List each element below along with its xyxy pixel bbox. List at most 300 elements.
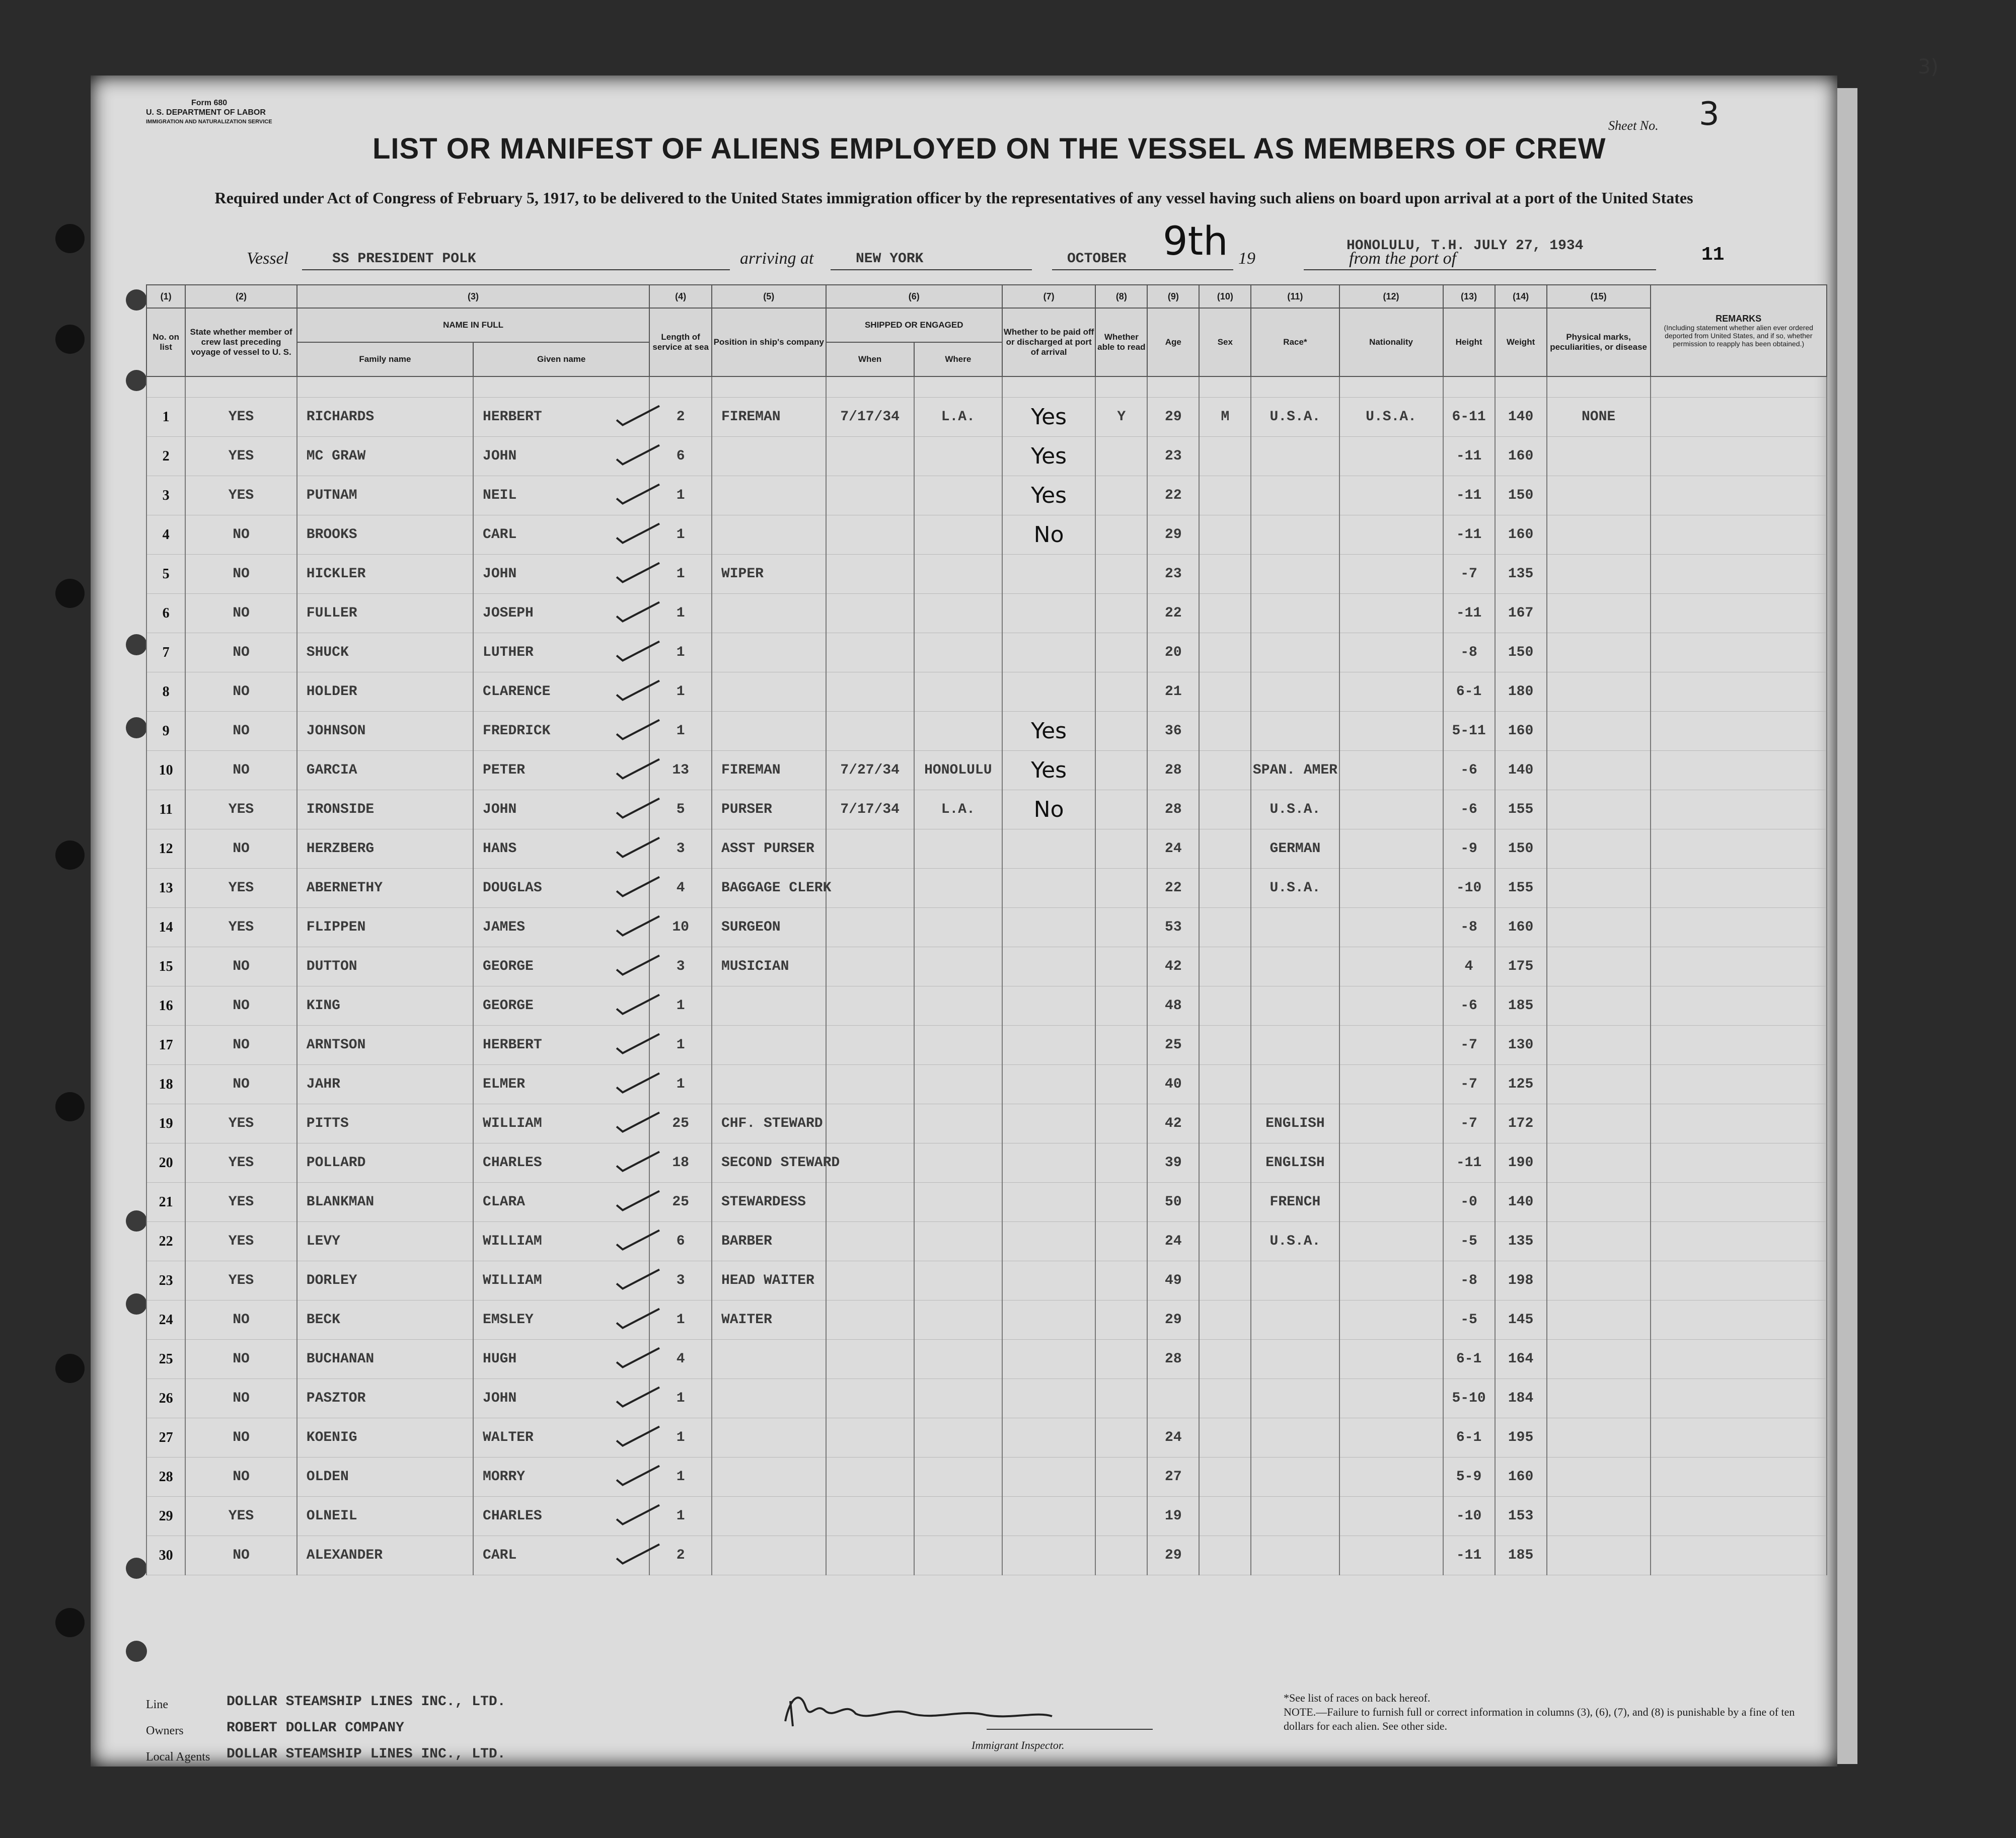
paid-off [1002, 1300, 1095, 1340]
sex [1199, 594, 1251, 633]
table-row [146, 672, 1827, 712]
weight: 160 [1495, 712, 1547, 751]
weight: 125 [1495, 1065, 1547, 1104]
nationality [1339, 947, 1443, 986]
shipped-where [914, 908, 1002, 947]
row-number: 24 [146, 1300, 185, 1340]
age: 28 [1147, 790, 1199, 829]
physical-marks [1547, 672, 1651, 712]
race [1251, 986, 1339, 1026]
weight: 140 [1495, 751, 1547, 790]
race-footnote: *See list of races on back hereof. [1284, 1692, 1431, 1704]
previous-voyage: NO [185, 1418, 297, 1458]
binder-hole [55, 1354, 85, 1383]
physical-marks [1547, 869, 1651, 908]
line-label: Line [146, 1698, 168, 1711]
remarks-cell [1651, 594, 1827, 633]
physical-marks [1547, 790, 1651, 829]
nationality: U.S.A. [1339, 398, 1443, 437]
age: 22 [1147, 476, 1199, 515]
height: -6 [1443, 986, 1495, 1026]
sex [1199, 1497, 1251, 1536]
row-number: 25 [146, 1340, 185, 1379]
family-name: KOENIG [297, 1418, 473, 1458]
shipped-when [826, 1222, 914, 1261]
able-to-read [1095, 829, 1147, 869]
nationality [1339, 1143, 1443, 1183]
remarks-cell [1651, 1300, 1827, 1340]
paid-off [1002, 1536, 1095, 1575]
shipped-where [914, 1340, 1002, 1379]
table-row [146, 1026, 1827, 1065]
able-to-read [1095, 1497, 1147, 1536]
physical-marks [1547, 1143, 1651, 1183]
position [712, 672, 826, 712]
physical-marks [1547, 1536, 1651, 1575]
binder-hole [126, 370, 147, 391]
manifest-rows [146, 376, 1827, 1575]
family-name: FLIPPEN [297, 908, 473, 947]
age [1147, 1379, 1199, 1418]
age: 25 [1147, 1026, 1199, 1065]
position [712, 1536, 826, 1575]
position [712, 1379, 826, 1418]
binder-hole [126, 1641, 147, 1662]
family-name: KING [297, 986, 473, 1026]
nationality [1339, 1261, 1443, 1300]
length-of-service: 1 [649, 712, 712, 751]
col-when: When [826, 342, 914, 376]
remarks-cell [1651, 908, 1827, 947]
shipped-where [914, 1222, 1002, 1261]
binder-hole [126, 1210, 147, 1232]
table-row [146, 1183, 1827, 1222]
row-number: 22 [146, 1222, 185, 1261]
physical-marks [1547, 986, 1651, 1026]
family-name: PITTS [297, 1104, 473, 1143]
owners-label: Owners [146, 1724, 184, 1737]
family-name: RICHARDS [297, 398, 473, 437]
row-number: 16 [146, 986, 185, 1026]
physical-marks [1547, 1340, 1651, 1379]
race [1251, 1026, 1339, 1065]
table-row [146, 790, 1827, 829]
shipped-when [826, 1104, 914, 1143]
sex [1199, 986, 1251, 1026]
paid-off [1002, 869, 1095, 908]
family-name: SHUCK [297, 633, 473, 672]
nationality [1339, 1104, 1443, 1143]
previous-voyage: NO [185, 751, 297, 790]
paid-off [1002, 1418, 1095, 1458]
col-physical-marks: Physical marks, peculiarities, or disease [1547, 308, 1651, 376]
height: -10 [1443, 1497, 1495, 1536]
shipped-where [914, 1379, 1002, 1418]
given-name: HUGH [473, 1340, 649, 1379]
table-row [146, 1300, 1827, 1340]
service: IMMIGRATION AND NATURALIZATION SERVICE [146, 119, 272, 125]
previous-voyage: NO [185, 672, 297, 712]
weight: 150 [1495, 633, 1547, 672]
age: 29 [1147, 1300, 1199, 1340]
binder-hole [55, 1092, 85, 1121]
table-row [146, 1497, 1827, 1536]
previous-voyage: YES [185, 1104, 297, 1143]
able-to-read [1095, 437, 1147, 476]
paid-off [1002, 555, 1095, 594]
table-row [146, 869, 1827, 908]
paid-off [1002, 908, 1095, 947]
given-name: MORRY [473, 1458, 649, 1497]
length-of-service: 13 [649, 751, 712, 790]
department: U. S. DEPARTMENT OF LABOR [146, 108, 266, 117]
age: 49 [1147, 1261, 1199, 1300]
row-number: 7 [146, 633, 185, 672]
sex [1199, 908, 1251, 947]
col-num-15: (15) [1547, 285, 1651, 308]
given-name: CARL [473, 1536, 649, 1575]
physical-marks [1547, 1261, 1651, 1300]
height: -11 [1443, 476, 1495, 515]
previous-voyage: NO [185, 829, 297, 869]
table-row [146, 398, 1827, 437]
sex [1199, 1340, 1251, 1379]
shipped-when [826, 869, 914, 908]
able-to-read [1095, 869, 1147, 908]
sheet-label: Sheet No. [1608, 118, 1659, 133]
nationality [1339, 829, 1443, 869]
binder-hole [55, 840, 85, 870]
vessel-line [146, 219, 1772, 274]
row-number: 6 [146, 594, 185, 633]
able-to-read [1095, 555, 1147, 594]
remarks-cell [1651, 515, 1827, 555]
weight: 164 [1495, 1340, 1547, 1379]
height: 5-10 [1443, 1379, 1495, 1418]
age: 28 [1147, 751, 1199, 790]
nationality [1339, 476, 1443, 515]
height: -0 [1443, 1183, 1495, 1222]
length-of-service: 2 [649, 398, 712, 437]
nationality [1339, 1418, 1443, 1458]
nationality [1339, 594, 1443, 633]
nationality [1339, 1458, 1443, 1497]
remarks-cell [1651, 398, 1827, 437]
height: 5-9 [1443, 1458, 1495, 1497]
paid-off: Yes [1002, 751, 1095, 790]
length-of-service: 1 [649, 1065, 712, 1104]
weight: 135 [1495, 1222, 1547, 1261]
shipped-where [914, 1183, 1002, 1222]
table-row [146, 712, 1827, 751]
weight: 155 [1495, 869, 1547, 908]
table-row [146, 751, 1827, 790]
given-name: WILLIAM [473, 1261, 649, 1300]
age: 19 [1147, 1497, 1199, 1536]
sex [1199, 829, 1251, 869]
shipped-where: L.A. [914, 790, 1002, 829]
length-of-service: 10 [649, 908, 712, 947]
nationality [1339, 437, 1443, 476]
col-num-11: (11) [1251, 285, 1339, 308]
family-name: DUTTON [297, 947, 473, 986]
length-of-service: 1 [649, 555, 712, 594]
sex [1199, 1261, 1251, 1300]
vessel-value: SS PRESIDENT POLK [332, 251, 476, 267]
paid-off [1002, 1065, 1095, 1104]
height: -11 [1443, 1536, 1495, 1575]
remarks-cell [1651, 712, 1827, 751]
race [1251, 1261, 1339, 1300]
family-name: BLANKMAN [297, 1183, 473, 1222]
race [1251, 672, 1339, 712]
col-sex: Sex [1199, 308, 1251, 376]
family-name: JAHR [297, 1065, 473, 1104]
given-name: EMSLEY [473, 1300, 649, 1340]
shipped-where [914, 829, 1002, 869]
shipped-when [826, 1026, 914, 1065]
able-to-read [1095, 1261, 1147, 1300]
age: 36 [1147, 712, 1199, 751]
race: U.S.A. [1251, 790, 1339, 829]
given-name: JOHN [473, 1379, 649, 1418]
paid-off: No [1002, 515, 1095, 555]
table-row [146, 829, 1827, 869]
physical-marks [1547, 555, 1651, 594]
from-label: from the port of [1349, 249, 1457, 268]
able-to-read [1095, 476, 1147, 515]
height: -7 [1443, 1026, 1495, 1065]
length-of-service: 1 [649, 594, 712, 633]
family-name: HICKLER [297, 555, 473, 594]
age: 28 [1147, 1340, 1199, 1379]
sex [1199, 1222, 1251, 1261]
family-name: ALEXANDER [297, 1536, 473, 1575]
col-able-to-read: Whether able to read [1095, 308, 1147, 376]
weight: 190 [1495, 1143, 1547, 1183]
year-label: 19 [1238, 249, 1255, 268]
family-name: BROOKS [297, 515, 473, 555]
shipped-when [826, 1300, 914, 1340]
previous-voyage: YES [185, 1143, 297, 1183]
col-num-3: (3) [297, 285, 650, 308]
col-no-on-list: No. on list [146, 308, 185, 376]
given-name: CLARENCE [473, 672, 649, 712]
able-to-read [1095, 1065, 1147, 1104]
family-name: FULLER [297, 594, 473, 633]
position [712, 515, 826, 555]
weight: 160 [1495, 1458, 1547, 1497]
sex [1199, 1418, 1251, 1458]
sex [1199, 555, 1251, 594]
col-num-14: (14) [1495, 285, 1547, 308]
sheet-number: 3 [1699, 96, 1720, 133]
able-to-read [1095, 908, 1147, 947]
weight: 135 [1495, 555, 1547, 594]
height: -6 [1443, 790, 1495, 829]
length-of-service: 1 [649, 1458, 712, 1497]
weight: 160 [1495, 515, 1547, 555]
manifest-table-wrap [146, 284, 1827, 1658]
family-name: POLLARD [297, 1143, 473, 1183]
height: 5-11 [1443, 712, 1495, 751]
length-of-service: 1 [649, 633, 712, 672]
remarks-cell [1651, 672, 1827, 712]
col-num-2: (2) [185, 285, 297, 308]
nationality [1339, 869, 1443, 908]
age: 29 [1147, 1536, 1199, 1575]
age: 50 [1147, 1183, 1199, 1222]
position [712, 1065, 826, 1104]
shipped-where [914, 1261, 1002, 1300]
col-where: Where [914, 342, 1002, 376]
height: -11 [1443, 515, 1495, 555]
table-row [146, 1458, 1827, 1497]
height: -8 [1443, 1261, 1495, 1300]
shipped-when [826, 1536, 914, 1575]
paid-off [1002, 1026, 1095, 1065]
owners-value: ROBERT DOLLAR COMPANY [227, 1720, 404, 1736]
height: 6-11 [1443, 398, 1495, 437]
shipped-where [914, 594, 1002, 633]
length-of-service: 1 [649, 1300, 712, 1340]
row-number: 5 [146, 555, 185, 594]
inspector-signature [770, 1686, 1153, 1731]
shipped-when [826, 437, 914, 476]
col-length-of-service: Length of service at sea [649, 308, 712, 376]
table-row [146, 1418, 1827, 1458]
previous-voyage: YES [185, 398, 297, 437]
height: 6-1 [1443, 672, 1495, 712]
length-of-service: 3 [649, 829, 712, 869]
shipped-where [914, 947, 1002, 986]
length-of-service: 6 [649, 1222, 712, 1261]
given-name: CHARLES [473, 1497, 649, 1536]
remarks-cell [1651, 1026, 1827, 1065]
given-name: CHARLES [473, 1143, 649, 1183]
family-name: BUCHANAN [297, 1340, 473, 1379]
able-to-read [1095, 1418, 1147, 1458]
row-number: 30 [146, 1536, 185, 1575]
page-edge [1837, 88, 1857, 1764]
able-to-read [1095, 515, 1147, 555]
shipped-when [826, 829, 914, 869]
binder-hole [126, 717, 147, 738]
family-name: IRONSIDE [297, 790, 473, 829]
sex [1199, 1065, 1251, 1104]
previous-voyage: YES [185, 908, 297, 947]
race: FRENCH [1251, 1183, 1339, 1222]
paid-off [1002, 672, 1095, 712]
family-name: LEVY [297, 1222, 473, 1261]
paid-off [1002, 1497, 1095, 1536]
given-name: WALTER [473, 1418, 649, 1458]
height: -6 [1443, 751, 1495, 790]
age: 48 [1147, 986, 1199, 1026]
race [1251, 1418, 1339, 1458]
paid-off: Yes [1002, 437, 1095, 476]
nationality [1339, 672, 1443, 712]
paid-off [1002, 633, 1095, 672]
shipped-where [914, 1104, 1002, 1143]
sex [1199, 1026, 1251, 1065]
nationality [1339, 986, 1443, 1026]
length-of-service: 3 [649, 947, 712, 986]
binder-hole [126, 1558, 147, 1579]
position [712, 1418, 826, 1458]
position [712, 633, 826, 672]
physical-marks [1547, 1300, 1651, 1340]
length-of-service: 4 [649, 869, 712, 908]
col-given-name: Given name [473, 342, 649, 376]
table-row [146, 437, 1827, 476]
paid-off [1002, 829, 1095, 869]
previous-voyage: YES [185, 1497, 297, 1536]
able-to-read [1095, 1183, 1147, 1222]
sex [1199, 1379, 1251, 1418]
previous-voyage: NO [185, 1026, 297, 1065]
col-remarks [1651, 285, 1827, 376]
remarks-cell [1651, 1143, 1827, 1183]
weight: 167 [1495, 594, 1547, 633]
row-number: 18 [146, 1065, 185, 1104]
sex [1199, 1300, 1251, 1340]
age: 23 [1147, 437, 1199, 476]
paid-off [1002, 1143, 1095, 1183]
shipped-where [914, 1418, 1002, 1458]
race [1251, 1497, 1339, 1536]
sex: M [1199, 398, 1251, 437]
previous-voyage: NO [185, 594, 297, 633]
race: ENGLISH [1251, 1104, 1339, 1143]
position: WAITER [712, 1300, 826, 1340]
height: -7 [1443, 555, 1495, 594]
remarks-cell [1651, 790, 1827, 829]
remarks-cell [1651, 1104, 1827, 1143]
length-of-service: 1 [649, 1418, 712, 1458]
row-number: 13 [146, 869, 185, 908]
age: 20 [1147, 633, 1199, 672]
given-name: HERBERT [473, 398, 649, 437]
length-of-service: 18 [649, 1143, 712, 1183]
physical-marks [1547, 947, 1651, 986]
paid-off [1002, 1183, 1095, 1222]
table-row [146, 1065, 1827, 1104]
previous-voyage: NO [185, 555, 297, 594]
col-num-1: (1) [146, 285, 185, 308]
shipped-where [914, 437, 1002, 476]
col-num-4: (4) [649, 285, 712, 308]
remarks-cell [1651, 829, 1827, 869]
binder-hole [55, 1608, 85, 1637]
position [712, 1458, 826, 1497]
shipped-where [914, 476, 1002, 515]
shipped-when [826, 1261, 914, 1300]
date-value: OCTOBER [1067, 251, 1127, 267]
given-name: DOUGLAS [473, 869, 649, 908]
row-number: 11 [146, 790, 185, 829]
length-of-service: 1 [649, 1026, 712, 1065]
shipped-where [914, 1026, 1002, 1065]
paid-off [1002, 1340, 1095, 1379]
sex [1199, 947, 1251, 986]
age: 21 [1147, 672, 1199, 712]
previous-voyage: NO [185, 515, 297, 555]
col-num-13: (13) [1443, 285, 1495, 308]
race [1251, 437, 1339, 476]
length-of-service: 2 [649, 1536, 712, 1575]
weight: 145 [1495, 1300, 1547, 1340]
